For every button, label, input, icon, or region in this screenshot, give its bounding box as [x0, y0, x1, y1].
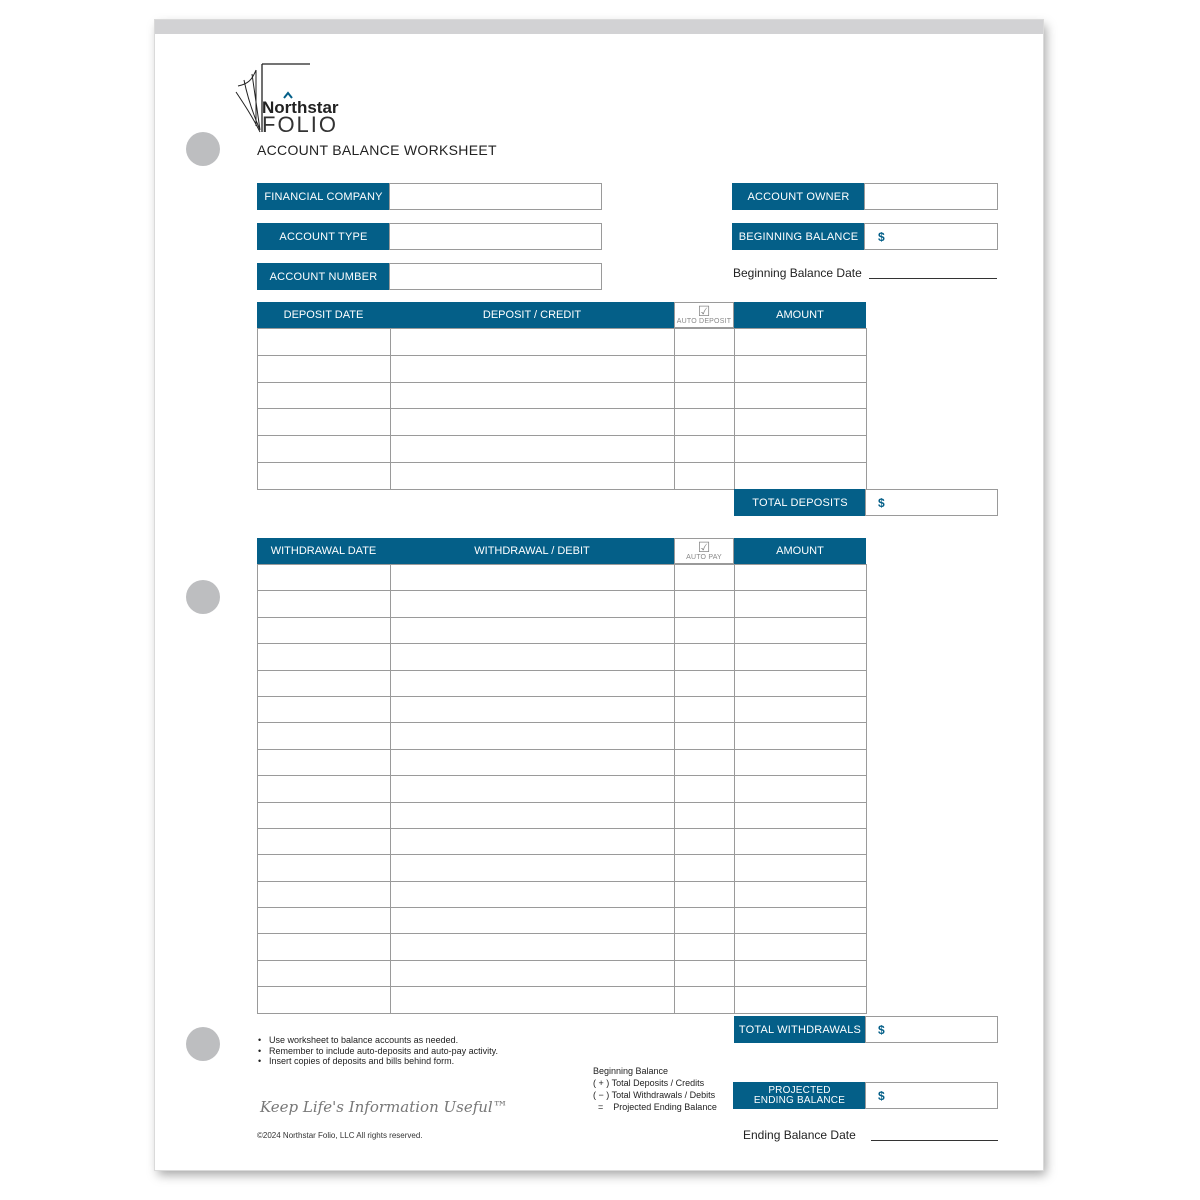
projected-label-line2: ENDING BALANCE [753, 1094, 846, 1106]
amount-cell[interactable] [735, 802, 867, 828]
description-cell[interactable] [391, 591, 675, 617]
date-cell[interactable] [258, 908, 391, 934]
projected-label-line1: PROJECTED [768, 1084, 831, 1096]
description-cell[interactable] [391, 987, 675, 1013]
summary-projected-ending: = Projected Ending Balance [598, 1102, 717, 1112]
auto-deposit-caption: AUTO DEPOSIT [676, 318, 732, 325]
amount-cell[interactable] [735, 908, 867, 934]
table-row [258, 565, 867, 591]
binder-hole-bottom [186, 1027, 220, 1061]
amount-cell[interactable] [735, 960, 867, 986]
page-title: ACCOUNT BALANCE WORKSHEET [257, 142, 497, 158]
auto-cell[interactable] [675, 960, 735, 986]
auto-cell[interactable] [675, 565, 735, 591]
amount-cell[interactable] [735, 828, 867, 854]
description-cell[interactable] [391, 409, 675, 436]
date-cell[interactable] [258, 462, 391, 489]
amount-cell[interactable] [735, 934, 867, 960]
account-number-label: ACCOUNT NUMBER [257, 263, 390, 290]
date-cell[interactable] [258, 987, 391, 1013]
date-cell[interactable] [258, 382, 391, 409]
table-row [258, 462, 867, 489]
auto-cell[interactable] [675, 776, 735, 802]
table-row [258, 828, 867, 854]
amount-cell[interactable] [735, 382, 867, 409]
description-cell[interactable] [391, 908, 675, 934]
description-cell[interactable] [391, 696, 675, 722]
summary-total-deposits: ( + ) Total Deposits / Credits [593, 1078, 705, 1088]
table-row [258, 329, 867, 356]
total-withdrawals-currency: $ [878, 1023, 885, 1037]
amount-cell[interactable] [735, 591, 867, 617]
checkbox-icon: ☑ [697, 539, 711, 555]
table-row [258, 355, 867, 382]
auto-cell[interactable] [675, 987, 735, 1013]
description-cell[interactable] [391, 881, 675, 907]
amount-cell[interactable] [735, 409, 867, 436]
auto-pay-caption: AUTO PAY [686, 554, 722, 561]
withdrawal-date-header: WITHDRAWAL DATE [257, 538, 390, 564]
amount-cell[interactable] [735, 749, 867, 775]
amount-cell[interactable] [735, 329, 867, 356]
binder-hole-top [186, 132, 220, 166]
withdrawals-table [257, 564, 867, 1014]
description-cell[interactable] [391, 436, 675, 463]
table-row [258, 934, 867, 960]
logo-name-top: Northstar [262, 98, 339, 117]
auto-cell[interactable] [675, 462, 735, 489]
amount-cell[interactable] [735, 462, 867, 489]
date-cell[interactable] [258, 881, 391, 907]
description-cell[interactable] [391, 723, 675, 749]
auto-cell[interactable] [675, 881, 735, 907]
date-cell[interactable] [258, 960, 391, 986]
amount-cell[interactable] [735, 855, 867, 881]
description-cell[interactable] [391, 855, 675, 881]
copyright: ©2024 Northstar Folio, LLC All rights reserved. [257, 1131, 423, 1140]
description-cell[interactable] [391, 960, 675, 986]
auto-cell[interactable] [675, 723, 735, 749]
auto-cell[interactable] [675, 828, 735, 854]
description-cell[interactable] [391, 462, 675, 489]
auto-cell[interactable] [675, 802, 735, 828]
projected-ending-balance-currency: $ [878, 1089, 885, 1103]
date-cell[interactable] [258, 776, 391, 802]
table-row [258, 409, 867, 436]
description-cell[interactable] [391, 776, 675, 802]
amount-cell[interactable] [735, 723, 867, 749]
amount-cell[interactable] [735, 617, 867, 643]
date-cell[interactable] [258, 329, 391, 356]
description-cell[interactable] [391, 934, 675, 960]
financial-company-label: FINANCIAL COMPANY [257, 183, 390, 210]
date-cell[interactable] [258, 436, 391, 463]
note-item: • Insert copies of deposits and bills behind form. [269, 1056, 454, 1066]
auto-cell[interactable] [675, 934, 735, 960]
amount-cell[interactable] [735, 881, 867, 907]
auto-cell[interactable] [675, 436, 735, 463]
table-row [258, 644, 867, 670]
note-item: • Remember to include auto-deposits and auto-pay activity. [269, 1046, 498, 1056]
auto-cell[interactable] [675, 696, 735, 722]
description-cell[interactable] [391, 355, 675, 382]
date-cell[interactable] [258, 723, 391, 749]
total-deposits-currency: $ [878, 496, 885, 510]
beginning-balance-date-field[interactable] [869, 277, 997, 279]
deposits-table [257, 328, 867, 490]
projected-ending-balance-label [733, 1082, 866, 1109]
table-row [258, 670, 867, 696]
date-cell[interactable] [258, 802, 391, 828]
total-deposits-label: TOTAL DEPOSITS [734, 489, 866, 516]
auto-cell[interactable] [675, 644, 735, 670]
auto-deposit-header [674, 302, 734, 328]
date-cell[interactable] [258, 355, 391, 382]
table-row [258, 855, 867, 881]
checkbox-icon: ☑ [697, 303, 711, 319]
amount-cell[interactable] [735, 644, 867, 670]
description-cell[interactable] [391, 565, 675, 591]
deposit-date-header: DEPOSIT DATE [257, 302, 390, 328]
auto-cell[interactable] [675, 670, 735, 696]
amount-cell[interactable] [735, 696, 867, 722]
date-cell[interactable] [258, 749, 391, 775]
account-owner-field[interactable] [864, 183, 998, 210]
table-row [258, 723, 867, 749]
financial-company-field[interactable] [389, 183, 602, 210]
description-cell[interactable] [391, 329, 675, 356]
total-withdrawals-label: TOTAL WITHDRAWALS [734, 1016, 866, 1043]
ending-balance-date-label: Ending Balance Date [743, 1128, 856, 1142]
account-type-label: ACCOUNT TYPE [257, 223, 390, 250]
date-cell[interactable] [258, 617, 391, 643]
auto-cell[interactable] [675, 617, 735, 643]
date-cell[interactable] [258, 565, 391, 591]
auto-cell[interactable] [675, 908, 735, 934]
table-row [258, 591, 867, 617]
auto-cell[interactable] [675, 409, 735, 436]
auto-cell[interactable] [675, 355, 735, 382]
auto-pay-header [674, 538, 734, 564]
date-cell[interactable] [258, 696, 391, 722]
deposit-credit-header: DEPOSIT / CREDIT [390, 302, 674, 328]
table-row [258, 382, 867, 409]
withdrawal-amount-header: AMOUNT [734, 538, 866, 564]
amount-cell[interactable] [735, 436, 867, 463]
description-cell[interactable] [391, 617, 675, 643]
amount-cell[interactable] [735, 565, 867, 591]
beginning-balance-currency: $ [878, 230, 885, 244]
description-cell[interactable] [391, 802, 675, 828]
amount-cell[interactable] [735, 355, 867, 382]
auto-cell[interactable] [675, 749, 735, 775]
auto-cell[interactable] [675, 855, 735, 881]
description-cell[interactable] [391, 749, 675, 775]
date-cell[interactable] [258, 828, 391, 854]
date-cell[interactable] [258, 409, 391, 436]
date-cell[interactable] [258, 934, 391, 960]
table-row [258, 908, 867, 934]
date-cell[interactable] [258, 591, 391, 617]
date-cell[interactable] [258, 855, 391, 881]
table-row [258, 696, 867, 722]
table-row [258, 881, 867, 907]
deposit-amount-header: AMOUNT [734, 302, 866, 328]
description-cell[interactable] [391, 644, 675, 670]
description-cell[interactable] [391, 670, 675, 696]
account-owner-label: ACCOUNT OWNER [732, 183, 865, 210]
description-cell[interactable] [391, 828, 675, 854]
summary-total-withdrawals: ( − ) Total Withdrawals / Debits [593, 1090, 716, 1100]
table-row [258, 776, 867, 802]
amount-cell[interactable] [735, 987, 867, 1013]
account-number-field[interactable] [389, 263, 602, 290]
auto-cell[interactable] [675, 329, 735, 356]
table-row [258, 802, 867, 828]
date-cell[interactable] [258, 670, 391, 696]
table-row [258, 749, 867, 775]
amount-cell[interactable] [735, 670, 867, 696]
logo-name-bottom: FOLIO [262, 112, 339, 137]
note-item: • Use worksheet to balance accounts as needed. [269, 1035, 458, 1045]
table-row [258, 987, 867, 1013]
table-row [258, 617, 867, 643]
tagline: Keep Life's Information Useful™ [260, 1098, 508, 1116]
auto-cell[interactable] [675, 382, 735, 409]
page-top-edge [155, 20, 1043, 34]
account-type-field[interactable] [389, 223, 602, 250]
beginning-balance-label: BEGINNING BALANCE [732, 223, 865, 250]
description-cell[interactable] [391, 382, 675, 409]
beginning-balance-date-label: Beginning Balance Date [733, 266, 862, 280]
table-row [258, 960, 867, 986]
amount-cell[interactable] [735, 776, 867, 802]
table-row [258, 436, 867, 463]
date-cell[interactable] [258, 644, 391, 670]
summary-beginning-balance: Beginning Balance [593, 1066, 669, 1076]
auto-cell[interactable] [675, 591, 735, 617]
withdrawal-debit-header: WITHDRAWAL / DEBIT [390, 538, 674, 564]
ending-balance-date-field[interactable] [871, 1139, 998, 1141]
binder-hole-middle [186, 580, 220, 614]
